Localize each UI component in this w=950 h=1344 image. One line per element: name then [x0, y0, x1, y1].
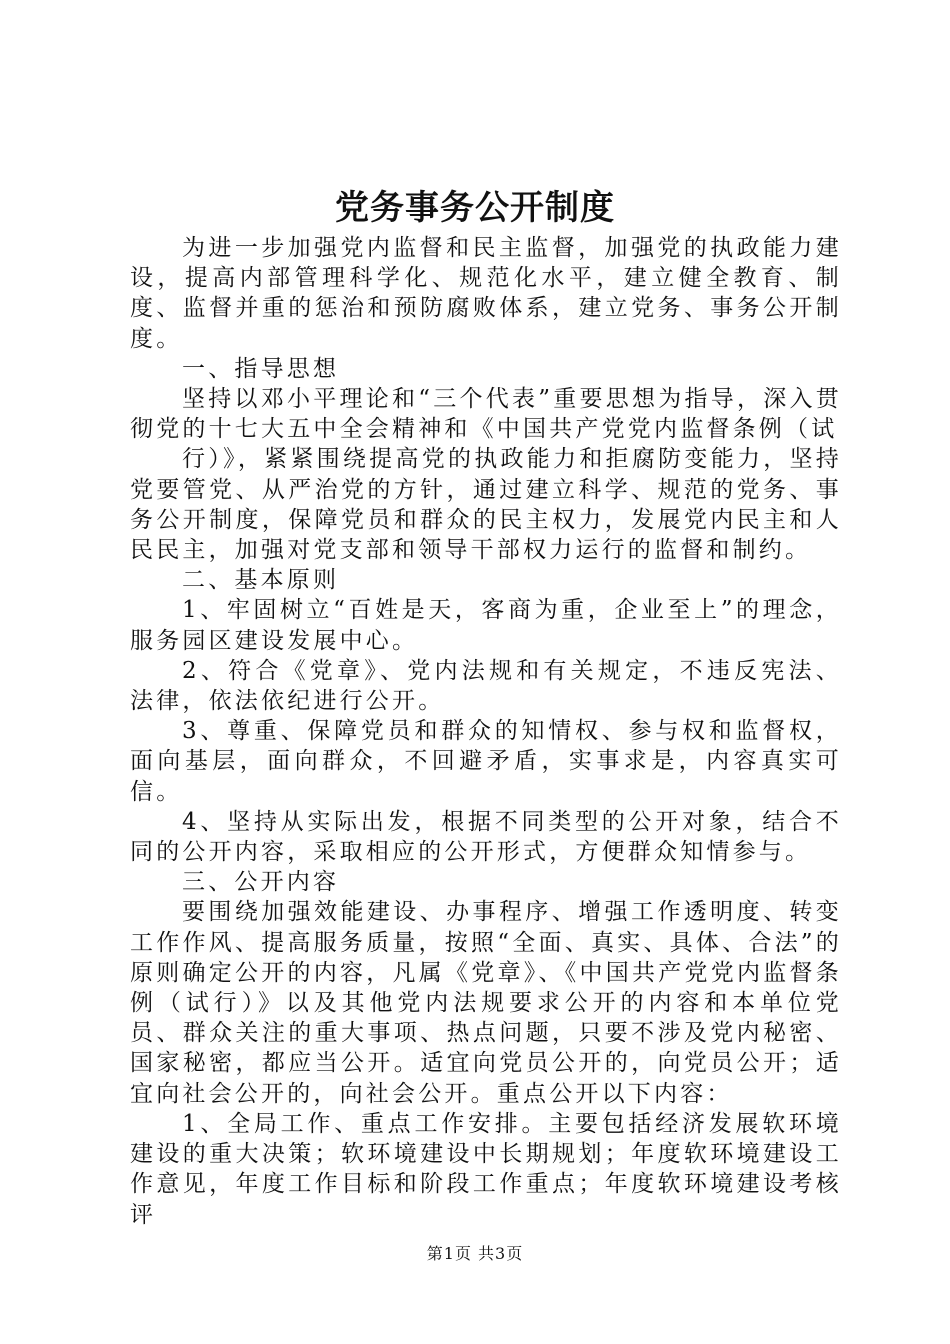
section-heading-disclosure-content: 三、公开内容	[182, 869, 340, 896]
paragraph-intro: 为进一步加强党内监督和民主监督，加强党的执政能力建设，提高内部管理科学化、规范化水平，建立健全教育、制度、监督并重的惩治和预防腐败体系，建立党务、事务公开制度。	[130, 235, 842, 352]
document-body	[130, 233, 842, 1230]
paragraph-content-item-1: 1、全局工作、重点工作安排。主要包括经济发展软环境建设的重大决策；软环境建设中长期规划；年度软环境建设工作意见，年度工作目标和阶段工作重点；年度软环境建设考核评	[130, 1110, 842, 1228]
page-number-footer: 第1页 共3页	[426, 1244, 524, 1263]
page-title: 党务事务公开制度	[335, 188, 615, 228]
paragraph-guiding-ideology-continued: 行）》，紧紧围绕提高党的执政能力和拒腐防变能力，坚持党要管党、从严治党的方针，通过建立科学、规范的党务、事务公开制度，保障党员和群众的民主权力，发展党内民主和人民民主，加强对党支部和领导干部权力运行的监督和制约。	[130, 446, 842, 564]
paragraph-disclosure-content: 要围绕加强效能建设、办事程序、增强工作透明度、转变工作作风、提高服务质量，按照“全面、真实、具体、合法”的原则确定公开的内容，凡属《党章》、《中国共产党党内监督条例（试行）》以及其他党内法规要求公开的内容和本单位党员、群众关注的重大事项、热点问题，只要不涉及党内秘密、国家秘密，都应当公开。适宜向党员公开的，向党员公开；适宜向社会公开的，向社会公开。重点公开以下内容：	[130, 899, 842, 1107]
paragraph-principle-3: 3、尊重、保障党员和群众的知情权、参与权和监督权，面向基层，面向群众，不回避矛盾，实事求是，内容真实可信。	[130, 718, 842, 805]
paragraph-principle-2: 2、符合《党章》、党内法规和有关规定，不违反宪法、法律，依法依纪进行公开。	[130, 657, 842, 715]
paragraph-principle-1: 1、牢固树立“百姓是天，客商为重，企业至上”的理念，服务园区建设发展中心。	[130, 597, 842, 654]
section-heading-basic-principles: 二、基本原则	[182, 567, 340, 594]
section-heading-guiding-ideology: 一、指导思想	[182, 355, 340, 382]
paragraph-principle-4: 4、坚持从实际出发，根据不同类型的公开对象，结合不同的公开内容，采取相应的公开形式，方便群众知情参与。	[130, 808, 842, 866]
paragraph-guiding-ideology: 坚持以邓小平理论和“三个代表”重要思想为指导，深入贯彻党的十七大五中全会精神和《中国共产党党内监督条例（试	[130, 386, 842, 443]
